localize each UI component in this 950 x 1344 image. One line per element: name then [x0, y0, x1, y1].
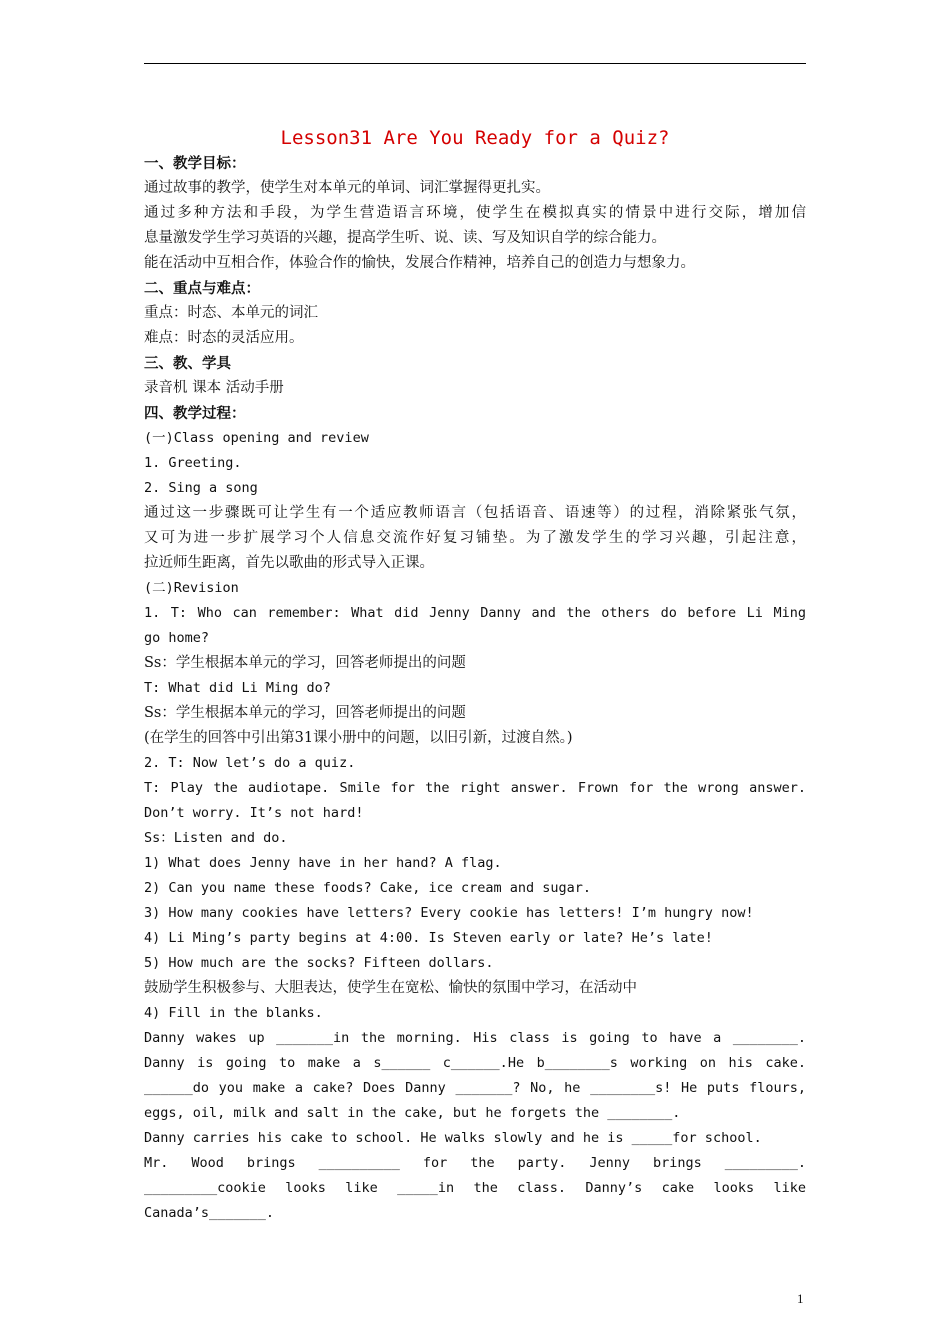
text-line: Danny is going to make a s______ c______.He b________s working on his cake. — [144, 1055, 806, 1071]
text-line: 2. T: Now let’s do a quiz. — [144, 755, 356, 771]
text-line: 难点：时态的灵活应用。 — [144, 330, 304, 346]
text-line: (二)Revision — [144, 580, 239, 596]
header-rule — [144, 63, 806, 64]
text-line: T: Play the audiotape. Smile for the right answer. Frown for the wrong answer. — [144, 780, 806, 796]
text-line: 通过多种方法和手段，为学生营造语言环境，使学生在模拟真实的情景中进行交际，增加信 — [144, 205, 806, 221]
text-line: 录音机 课本 活动手册 — [144, 380, 284, 396]
text-line: Ss：学生根据本单元的学习，回答老师提出的问题 — [144, 655, 466, 671]
text-line: (一)Class opening and review — [144, 430, 369, 446]
text-line: _________cookie looks like _____in the class. Danny’s cake looks like — [144, 1180, 806, 1196]
text-line: 鼓励学生积极参与、大胆表达，使学生在宽松、愉快的氛围中学习，在活动中 — [144, 980, 637, 996]
text-line: 2. Sing a song — [144, 480, 258, 496]
text-line: 4) Fill in the blanks. — [144, 1005, 323, 1021]
text-line: 拉近师生距离，首先以歌曲的形式导入正课。 — [144, 555, 434, 571]
text-line: 1. T: Who can remember: What did Jenny Danny and the others do before Li Ming — [144, 605, 806, 621]
text-line: T: What did Li Ming do? — [144, 680, 331, 696]
text-line: 2) Can you name these foods? Cake, ice cream and sugar. — [144, 880, 592, 896]
section-heading: 二、重点与难点： — [144, 280, 260, 297]
text-line: Canada’s_______. — [144, 1205, 275, 1221]
text-line: 1) What does Jenny have in her hand? A flag. — [144, 855, 502, 871]
text-line: 5) How much are the socks? Fifteen dollars. — [144, 955, 494, 971]
document-title: Lesson31 Are You Ready for a Quiz? — [280, 127, 670, 149]
text-line: 1. Greeting. — [144, 455, 242, 471]
text-line: 通过这一步骤既可让学生有一个适应教师语言（包括语音、语速等）的过程，消除紧张气氛， — [144, 505, 806, 521]
text-line: 能在活动中互相合作，体验合作的愉快，发展合作精神，培养自己的创造力与想象力。 — [144, 255, 695, 271]
text-line: Mr. Wood brings __________ for the party. Jenny brings _________. — [144, 1155, 806, 1171]
text-line: ______do you make a cake? Does Danny _______? No, he ________s! He puts flours, — [144, 1080, 806, 1096]
document-lines — [144, 151, 806, 1226]
text-line: eggs, oil, milk and salt in the cake, but he forgets the ________. — [144, 1105, 681, 1121]
text-line: 3) How many cookies have letters? Every cookie has letters! I’m hungry now! — [144, 905, 754, 921]
text-line: 重点：时态、本单元的词汇 — [144, 305, 318, 321]
text-line: 通过故事的教学，使学生对本单元的单词、词汇掌握得更扎实。 — [144, 180, 550, 196]
section-heading: 四、教学过程： — [144, 405, 246, 422]
text-line: Danny carries his cake to school. He walks slowly and he is _____for school. — [144, 1130, 762, 1146]
section-heading: 一、教学目标： — [144, 155, 246, 172]
page-number: 1 — [797, 1291, 804, 1306]
text-line: Ss：Listen and do. — [144, 830, 288, 846]
section-heading: 三、教、学具 — [144, 355, 231, 372]
text-line: (在学生的回答中引出第31课小册中的问题，以旧引新，过渡自然。) — [144, 730, 573, 746]
text-line: 又可为进一步扩展学习个人信息交流作好复习铺垫。为了激发学生的学习兴趣，引起注意， — [144, 530, 806, 546]
text-line: 息量激发学生学习英语的兴趣，提高学生听、说、读、写及知识自学的综合能力。 — [144, 230, 666, 246]
text-line: go home? — [144, 630, 210, 646]
text-line: Danny wakes up _______in the morning. His class is going to have a ________. — [144, 1030, 806, 1046]
text-line: Ss：学生根据本单元的学习，回答老师提出的问题 — [144, 705, 466, 721]
text-line: 4) Li Ming’s party begins at 4:00. Is Steven early or late? He’s late! — [144, 930, 713, 946]
text-line: Don’t worry. It’s not hard! — [144, 805, 364, 821]
document-body — [144, 125, 806, 1226]
